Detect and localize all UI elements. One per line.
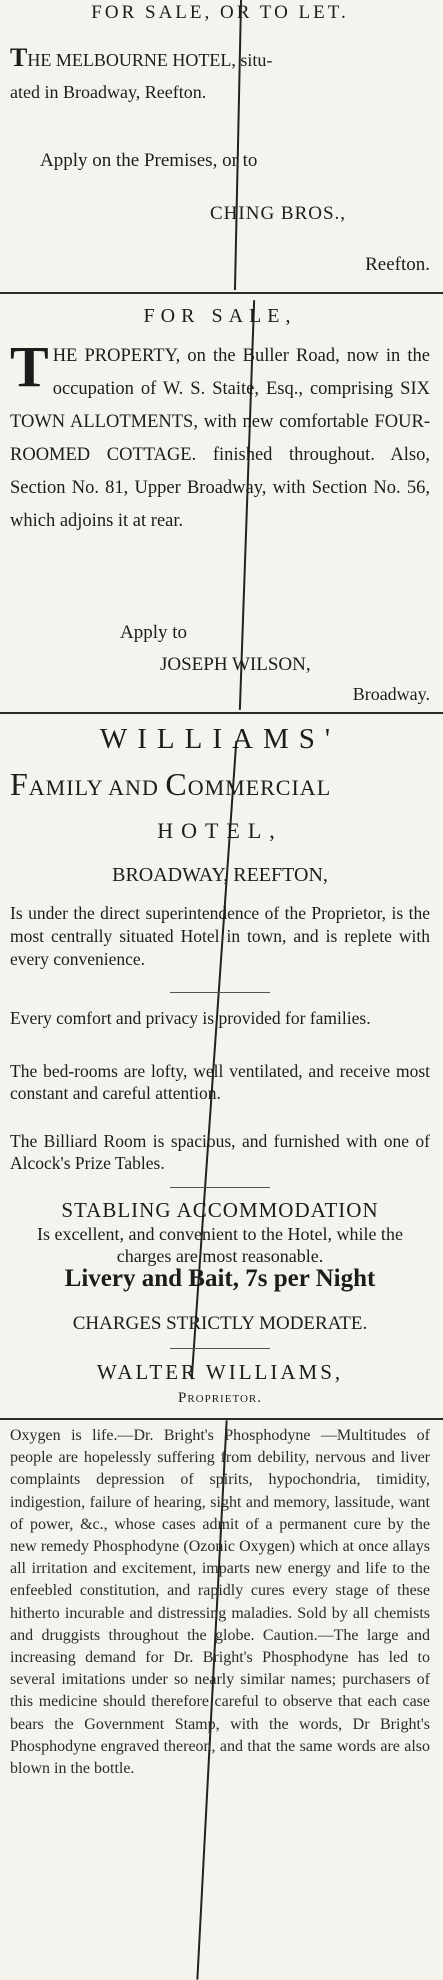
subtitle-text: AMILY AND bbox=[28, 775, 166, 800]
ad-body-text: HE PROPERTY, on the Buller Road, now in the occupation of W. S. Staite, Esq., comprising SIX TOWN ALLOTMENTS, with new comfortable FOUR-ROOMED COTTAGE. finished throughout. Also, Section No. 81, Upper Broadway, with Section No. 56, which adjoins it at rear. bbox=[10, 346, 430, 531]
subtitle-cap: F bbox=[10, 766, 29, 802]
stabling-text: Is excellent, and convenient to the Hotel, while the charges are most reasonable. bbox=[37, 1224, 403, 1266]
agent-name: JOSEPH WILSON, bbox=[160, 654, 311, 675]
ad-heading: FOR SALE, OR TO LET. bbox=[91, 2, 349, 23]
short-divider bbox=[170, 992, 270, 993]
proprietor-name: WALTER WILLIAMS, bbox=[96, 1360, 344, 1384]
subtitle-text: OMMERCIAL bbox=[187, 775, 332, 800]
divider bbox=[0, 1418, 443, 1420]
hotel-subtitle bbox=[10, 766, 430, 803]
hotel-paragraph: The Billiard Room is spacious, and furnished with one of Alcock's Prize Tables. bbox=[10, 1131, 430, 1173]
ad-heading: FOR SALE, bbox=[143, 305, 297, 327]
ad-body bbox=[10, 334, 430, 538]
subtitle-cap: C bbox=[165, 766, 188, 802]
hotel-address: BROADWAY, REEFTON, bbox=[112, 864, 328, 886]
stabling-heading: STABLING ACCOMMODATION bbox=[61, 1198, 379, 1222]
divider bbox=[0, 292, 443, 294]
hotel-heading: HOTEL, bbox=[157, 818, 283, 843]
apply-line: Apply on the Premises, or to bbox=[40, 150, 258, 171]
agent-name: CHING BROS., bbox=[210, 203, 347, 224]
livery-rate: Livery and Bait, 7s per Night bbox=[64, 1265, 376, 1292]
hotel-intro: Is under the direct superintendence of the Proprietor, is the most centrally situated Hotel in town, and is replete with every convenience. bbox=[10, 903, 430, 969]
hotel-paragraph: The bed-rooms are lofty, well ventilated, and receive most constant and careful attention. bbox=[10, 1061, 430, 1103]
short-divider bbox=[170, 1348, 270, 1349]
proprietor-title: Proprietor. bbox=[177, 1390, 262, 1406]
agent-town: Reefton. bbox=[365, 254, 430, 275]
hotel-paragraph: Every comfort and privacy is provided for families. bbox=[10, 1008, 371, 1028]
short-divider bbox=[170, 1187, 270, 1188]
agent-town: Broadway. bbox=[352, 684, 430, 704]
drop-cap: T bbox=[10, 334, 49, 399]
ad-body-line: HE MELBOURNE HOTEL, situ- bbox=[27, 50, 273, 70]
phosphodyne-ad-body: Oxygen is life.—Dr. Bright's Phosphodyne —Multitudes of people are hopelessly suffering from debility, nervous and liver complaints depression of spirits, hypochondria, timidity, indigestion, failure of hearing, sight and memory, lassitude, want of power, &c., whose cases admit of a permanent cure by the new remedy Phosphodyne (Ozonic Oxygen) which at once allays all irritation and excitement, imparts new energy and life to the enfeebled constitution, and rapidly cures every stage of these hitherto incurable and distressing maladies. Sold by all chemists and druggists throughout the globe. Caution.—The large and increasing demand for Dr. Bright's Phosphodyne has led to several imitations under so nearly similar names; purchasers of this medicine should therefore careful to observe that each case bears the Government Stamp, with the words, Dr Bright's Phosphodyne engraved thereon, and that the same words are also blown in the bottle. bbox=[10, 1427, 430, 1778]
charges-note: CHARGES STRICTLY MODERATE. bbox=[72, 1313, 368, 1334]
ad-body bbox=[10, 42, 430, 108]
hotel-owner-name: WILLIAMS' bbox=[99, 723, 341, 755]
apply-line: Apply to bbox=[120, 622, 188, 643]
ad-body-line: ated in Broadway, Reefton. bbox=[10, 82, 207, 102]
divider bbox=[0, 712, 443, 714]
drop-cap: T bbox=[10, 43, 28, 72]
